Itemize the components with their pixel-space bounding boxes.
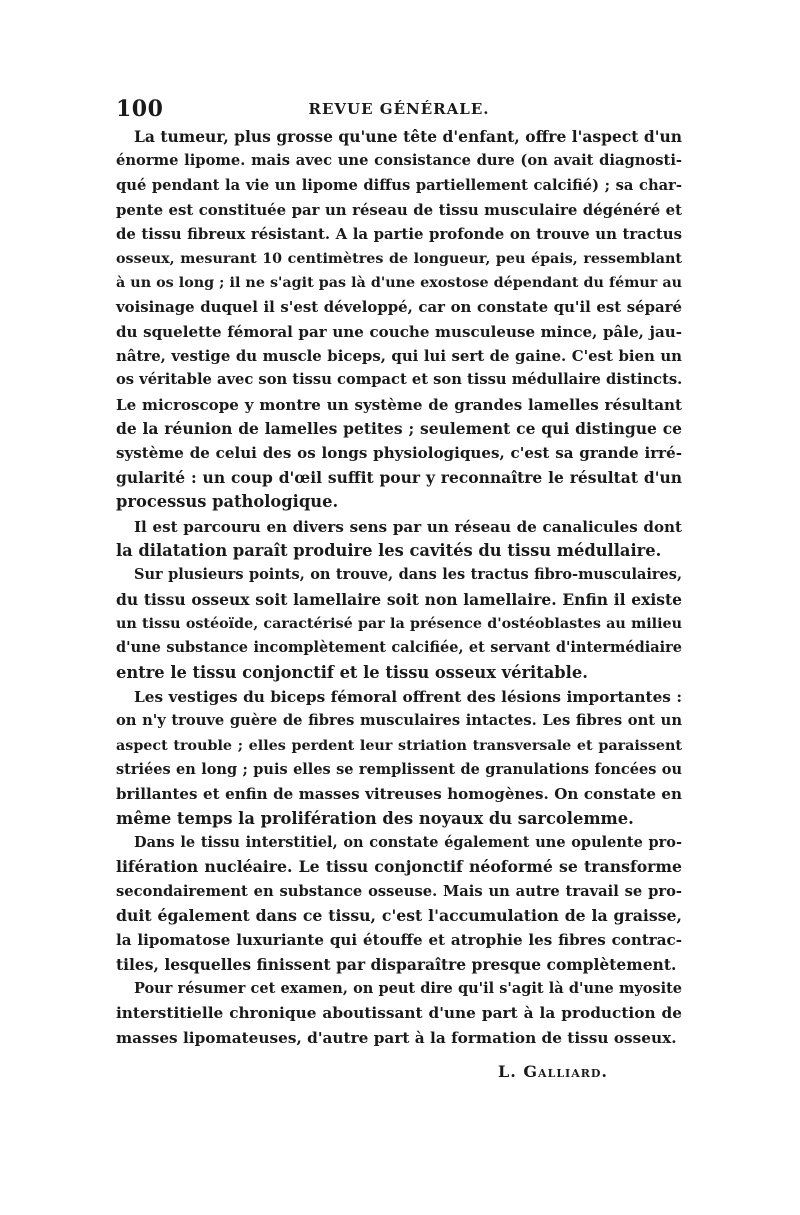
- text-line: on n'y trouve guère de fibres musculaires intactes. Les fibres ont un: [116, 712, 682, 730]
- page-header: [116, 96, 682, 124]
- text-line: secondairement en substance osseuse. Mais un autre travail se pro-: [116, 882, 682, 900]
- paragraph: [116, 515, 682, 564]
- text-line: brillantes et enfin de masses vitreuses homogènes. On constate en: [116, 785, 682, 804]
- text-line: même temps la prolifération des noyaux du sarcolemme.: [116, 808, 634, 828]
- text-line: tiles, lesquelles finissent par disparaître presque complètement.: [116, 954, 677, 974]
- text-line: lifération nucléaire. Le tissu conjonctif néoformé se transforme: [116, 857, 682, 877]
- text-line: striées en long ; puis elles se remplissent de granulations foncées ou: [116, 760, 682, 778]
- paragraph: [116, 685, 682, 831]
- text-line: La tumeur, plus grosse qu'une tête d'enfant, offre l'aspect d'un: [134, 127, 682, 146]
- article-body: [116, 125, 682, 1050]
- paragraph: [116, 125, 682, 515]
- text-line: Pour résumer cet examen, on peut dire qu'il s'agit là d'une myosite: [134, 980, 682, 998]
- text-line: Il est parcouru en divers sens par un réseau de canalicules dont: [134, 517, 682, 536]
- paragraph: [116, 563, 682, 685]
- text-line: la dilatation paraît produire les cavités du tissu médullaire.: [116, 540, 662, 560]
- text-line: qué pendant la vie un lipome diffus partiellement calcifié) ; sa char-: [116, 176, 682, 194]
- paragraph: [116, 977, 682, 1050]
- text-line: du squelette fémoral par une couche musculeuse mince, pâle, jau-: [116, 322, 682, 341]
- text-line: gularité : un coup d'œil suffit pour y reconnaître le résultat d'un: [116, 467, 682, 487]
- text-line: la lipomatose luxuriante qui étouffe et atrophie les fibres contrac-: [116, 931, 682, 950]
- text-line: de tissu fibreux résistant. A la partie profonde on trouve un tractus: [116, 225, 682, 244]
- text-line: de la réunion de lamelles petites ; seulement ce qui distingue ce: [116, 419, 682, 439]
- text-line: du tissu osseux soit lamellaire soit non lamellaire. Enfin il existe: [116, 589, 682, 609]
- text-line: osseux, mesurant 10 centimètres de longueur, peu épais, ressemblant: [116, 250, 682, 267]
- author-signature: L. Galliard.: [498, 1062, 608, 1081]
- text-line: voisinage duquel il s'est développé, car on constate qu'il est séparé: [116, 298, 682, 317]
- text-line: aspect trouble ; elles perdent leur striation transversale et paraissent: [116, 737, 682, 754]
- text-line: système de celui des os longs physiologiques, c'est sa grande irré-: [116, 444, 682, 463]
- text-line: os véritable avec son tissu compact et son tissu médullaire distincts.: [116, 371, 683, 389]
- text-line: processus pathologique.: [116, 492, 339, 512]
- text-line: à un os long ; il ne s'agit pas là d'une exostose dépendant du fémur au: [116, 275, 682, 292]
- text-line: interstitielle chronique aboutissant d'une part à la production de: [116, 1004, 682, 1023]
- running-head: REVUE GÉNÉRALE.: [308, 100, 490, 118]
- text-line: masses lipomateuses, d'autre part à la formation de tissu osseux.: [116, 1028, 677, 1047]
- text-line: nâtre, vestige du muscle biceps, qui lui sert de gaine. C'est bien un: [116, 347, 682, 366]
- text-line: Sur plusieurs points, on trouve, dans les tractus fibro-musculaires,: [134, 566, 682, 584]
- text-line: énorme lipome. mais avec une consistance dure (on avait diagnosti-: [116, 152, 682, 170]
- text-line: un tissu ostéoïde, caractérisé par la présence d'ostéoblastes au milieu: [116, 615, 682, 632]
- text-line: Dans le tissu interstitiel, on constate également une opulente pro-: [134, 833, 682, 851]
- text-line: duit également dans ce tissu, c'est l'accumulation de la graisse,: [116, 906, 682, 925]
- text-line: Le microscope y montre un système de grandes lamelles résultant: [116, 395, 682, 414]
- paragraph: [116, 831, 682, 977]
- page-number: 100: [116, 96, 164, 122]
- text-line: d'une substance incomplètement calcifiée, et servant d'intermédiaire: [116, 639, 682, 657]
- text-line: entre le tissu conjonctif et le tissu osseux véritable.: [116, 662, 588, 682]
- text-line: pente est constituée par un réseau de tissu musculaire dégénéré et: [116, 201, 682, 220]
- text-line: Les vestiges du biceps fémoral offrent des lésions importantes :: [134, 687, 682, 706]
